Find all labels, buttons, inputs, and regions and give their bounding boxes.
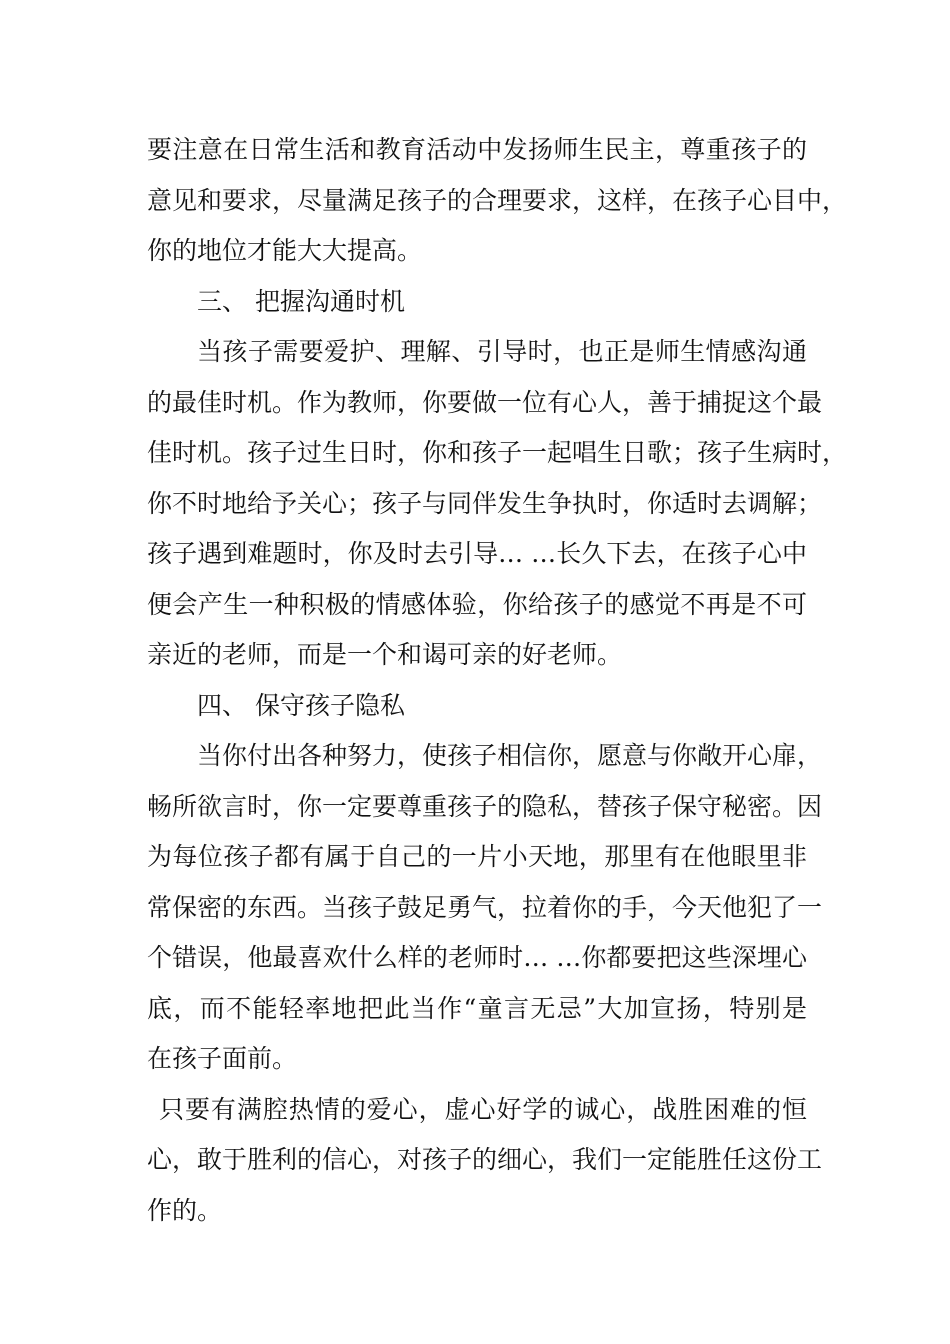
paragraph-line: 只要有满腔热情的爱心，虚心好学的诚心，战胜困难的恒 [159, 1094, 807, 1124]
section-heading-3: 三、 把握沟通时机 [197, 286, 405, 316]
paragraph-line: 心，敢于胜利的信心，对孩子的细心，我们一定能胜任这份工 [147, 1145, 823, 1174]
paragraph-line: 底，而不能轻率地把此当作“童言无忌”大加宣扬，特别是 [147, 993, 807, 1023]
paragraph-line: 当你付出各种努力，使孩子相信你，愿意与你敞开心扉， [197, 741, 823, 770]
section-heading-4: 四、 保守孩子隐私 [197, 690, 405, 720]
paragraph-line: 个错误，他最喜欢什么样的老师时… …你都要把这些深埋心 [147, 943, 807, 972]
paragraph-line: 便会产生一种积极的情感体验，你给孩子的感觉不再是不可 [147, 589, 807, 619]
paragraph-line: 在孩子面前。 [147, 1044, 298, 1073]
paragraph-line: 当孩子需要爱护、理解、引导时，也正是师生情感沟通 [197, 337, 807, 366]
body-text [147, 128, 848, 1239]
paragraph-line: 你的地位才能大大提高。 [147, 236, 423, 265]
paragraph-line: 亲近的老师，而是一个和谒可亲的好老师。 [147, 640, 623, 669]
paragraph-line: 你不时地给予关心；孩子与同伴发生争执时，你适时去调解； [147, 488, 823, 518]
paragraph-line: 的最佳时机。作为教师，你要做一位有心人，善于捕捉这个最 [147, 387, 823, 417]
paragraph-line: 为每位孩子都有属于自己的一片小天地，那里有在他眼里非 [147, 842, 807, 871]
paragraph-line: 孩子遇到难题时，你及时去引导… …长久下去，在孩子心中 [147, 539, 807, 568]
paragraph-line: 常保密的东西。当孩子鼓足勇气，拉着你的手，今天他犯了一 [147, 892, 823, 922]
paragraph-line: 要注意在日常生活和教育活动中发扬师生民主，尊重孩子的 [147, 135, 807, 164]
paragraph-line: 畅所欲言时，你一定要尊重孩子的隐私，替孩子保守秘密。因 [147, 791, 823, 821]
paragraph-line: 佳时机。孩子过生日时，你和孩子一起唱生日歌；孩子生病时， [147, 438, 848, 467]
paragraph-line: 意见和要求，尽量满足孩子的合理要求，这样，在孩子心目中， [147, 185, 848, 215]
paragraph-line: 作的。 [147, 1195, 223, 1225]
